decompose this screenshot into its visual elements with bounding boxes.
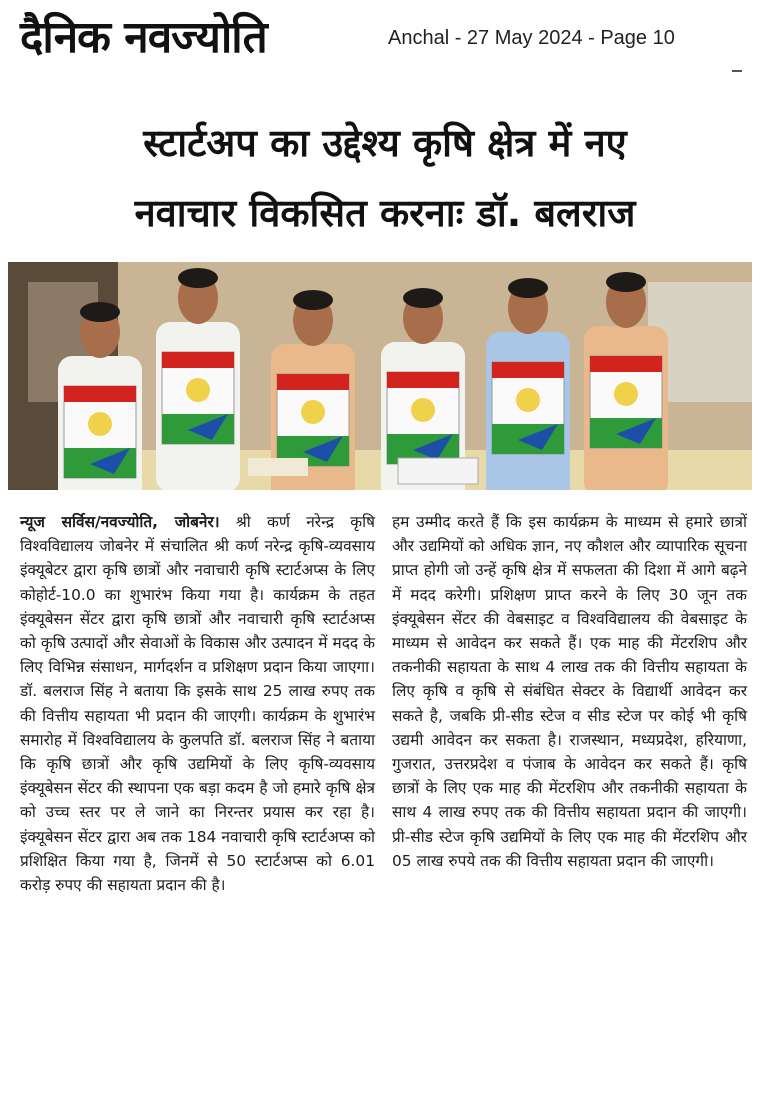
article-byline: न्यूज सर्विस/नवज्योति, जोबनेर।	[20, 513, 220, 531]
event-photo-illustration	[8, 262, 752, 490]
paper-on-table	[248, 458, 308, 476]
newspaper-masthead: दैनिक नवज्योति	[20, 12, 267, 63]
headline-line-2: नवाचार विकसित करनाः डॉ. बलराज	[134, 191, 636, 235]
article-column-left	[20, 510, 375, 897]
edition-dateline: Anchal - 27 May 2024 - Page 10	[388, 27, 675, 49]
poster-on-table	[398, 458, 478, 484]
corner-mark	[732, 70, 742, 72]
article-text-right: हम उम्मीद करते हैं कि इस कार्यक्रम के माध्यम से हमारे छात्रों और उद्यमियों को अधिक ज्ञान, नए कौशल और व्यापारिक सूचना प्राप्त होगी जो उन्हें कृषि क्षेत्र में सफलता की दिशा में आगे बढ़ने में मदद करेगी। प्रशिक्षण प्राप्त करने के लिए 30 जून तक इंक्यूबेसन सेंटर की वेबसाइट व विश्वविद्यालय की वेबसाइट के माध्यम से आवेदन कर सकते हैं। एक माह की मेंटरशिप और तकनीकी सहायता के साथ 4 लाख तक की वित्तीय सहायता के लिए कृषि व कृषि से संबंधित सेक्टर के विद्यार्थी आवेदन कर सकते है, जबकि प्री-सीड स्टेज व सीड स्टेज पर कोई भी कृषि उद्यमी आवेदन कर सकता है। राजस्थान, मध्यप्रदेश, हरियाणा, गुजरात, उत्तरप्रदेश व पंजाब के आवेदन कर सकते हैं। कृषि छात्रों के लिए एक माह की मेंटरशिप और तकनीकी सहायता के साथ 4 लाख रुपए तक की वित्तीय सहायता प्रदान की जाएगी। प्री-सीड स्टेज कृषि उद्यमियों के लिए एक माह की मेंटरशिप और 05 लाख रुपये तक की वित्तीय सहायता प्रदान की जाएगी।	[392, 513, 747, 870]
article-column-right	[392, 510, 747, 873]
event-photo	[8, 262, 752, 490]
article-text-left: श्री कर्ण नरेन्द्र कृषि विश्वविद्यालय जोबनेर में संचालित श्री कर्ण नरेन्द्र कृषि-व्यवसाय इंक्यूबेटर द्वारा कृषि छात्रों और नवाचारी कृषि स्टार्टअप्स के लिए कोहोर्ट-10.0 का शुभारंभ किया गया है। कार्यक्रम के तहत इंक्यूबेसन सेंटर द्वारा कृषि छात्रों और नवाचारी कृषि स्टार्टअप्स को कृषि उत्पादों और सेवाओं के विकास और उत्पादन में मदद के लिए विभिन्न संसाधन, मार्गदर्शन व प्रशिक्षण प्रदान किया जाएगा। डॉ. बलराज सिंह ने बताया कि इसके साथ 25 लाख रुपए तक की वित्तीय सहायता भी प्रदान की जाएगी। कार्यक्रम के शुभारंभ समारोह में विश्वविद्यालय के कुलपति डॉ. बलराज सिंह ने बताया कि कृषि छात्रों और कृषि उद्यमियों के लिए कृषि-व्यवसाय इंक्यूबेसन सेंटर की स्थापना एक बड़ा कदम है जो हमारे कृषि क्षेत्र को उच्च स्तर पर ले जाने का निरन्तर प्रयास कर रहा है। इंक्यूबेसन सेंटर द्वारा अब तक 184 नवाचारी कृषि स्टार्टअप्स को प्रशिक्षित किया गया है, जिनमें से 50 स्टार्टअप्स को 6.01 करोड़ रुपए की सहायता प्रदान की है।	[20, 513, 375, 895]
headline-line-1: स्टार्टअप का उद्देश्य कृषि क्षेत्र में नए	[143, 121, 627, 165]
article-headline	[20, 108, 750, 248]
